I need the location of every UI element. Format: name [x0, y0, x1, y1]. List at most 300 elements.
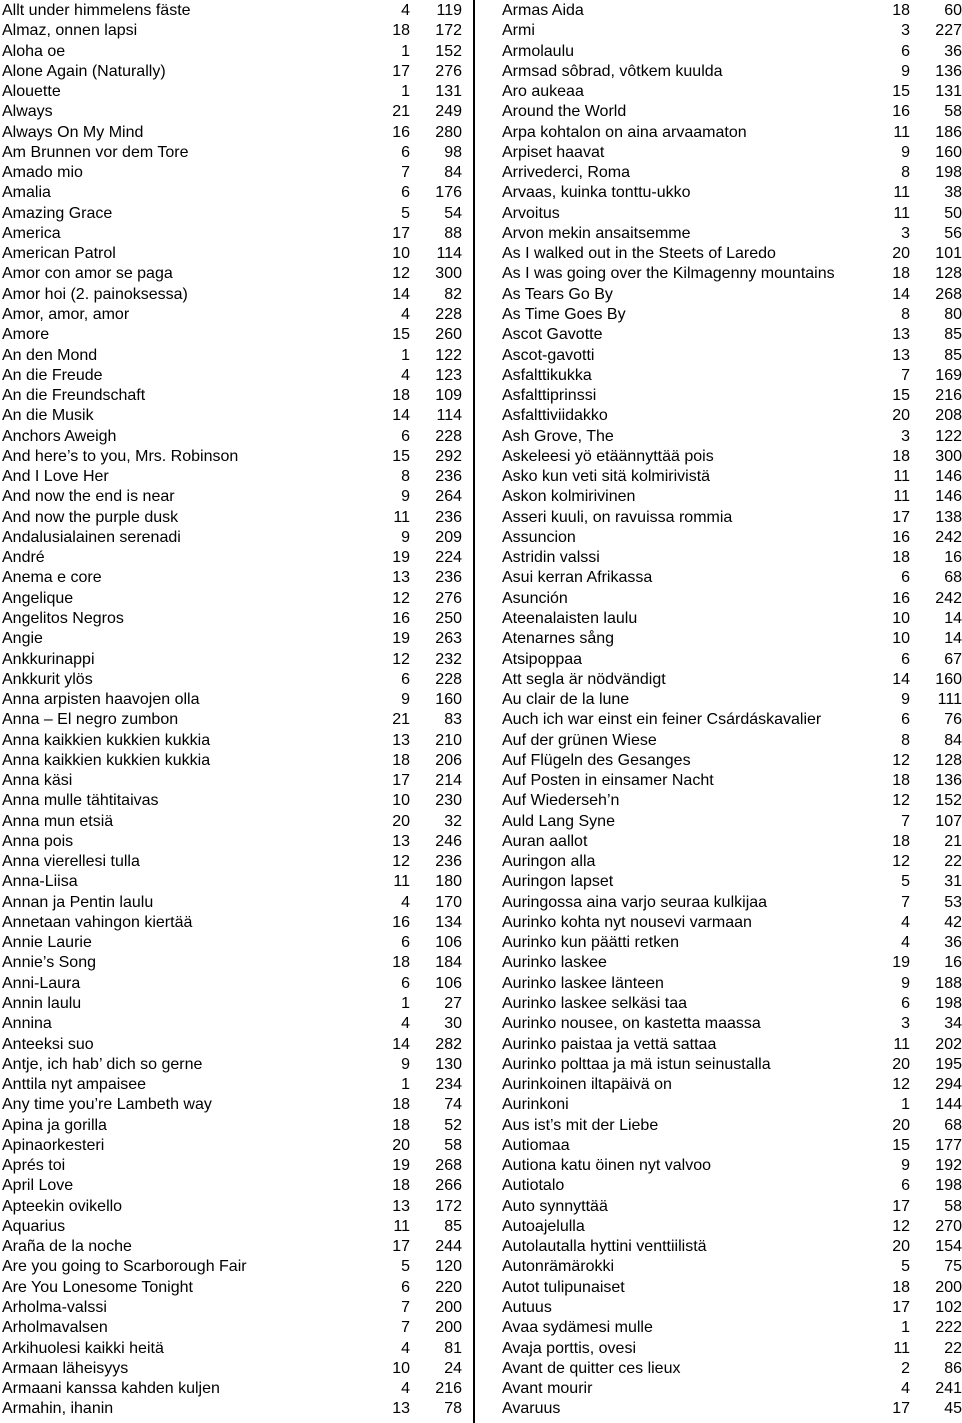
page-number: 83 [444, 711, 462, 729]
index-entry [502, 305, 962, 325]
volume-number: 3 [901, 22, 910, 40]
page-number: 154 [935, 1238, 962, 1256]
page-number: 54 [444, 204, 462, 222]
song-title: Auringon lapset [502, 873, 614, 891]
index-entry [2, 1, 462, 21]
page-number: 200 [435, 1319, 462, 1337]
volume-number: 4 [401, 1015, 410, 1033]
volume-number: 17 [392, 1238, 410, 1256]
song-title: Anna kaikkien kukkien kukkia [2, 731, 211, 749]
page-number: 109 [435, 387, 462, 405]
song-title: Any time you’re Lambeth way [2, 1096, 212, 1114]
volume-number: 1 [401, 83, 410, 101]
volume-number: 4 [401, 893, 410, 911]
page-number: 160 [435, 691, 462, 709]
index-entry [2, 467, 462, 487]
page-number: 58 [944, 103, 962, 121]
index-entry [502, 609, 962, 629]
volume-number: 9 [401, 1055, 410, 1073]
index-column-left [2, 1, 462, 1420]
song-title: Auch ich war einst ein feiner Csárdáskavalier [502, 711, 822, 729]
song-title: Annin laulu [2, 995, 82, 1013]
page-number: 122 [435, 346, 462, 364]
page-number: 292 [435, 447, 462, 465]
page-number: 85 [944, 326, 962, 344]
index-entry [2, 244, 462, 264]
song-title: Anni-Laura [2, 974, 81, 992]
page-number: 56 [944, 224, 962, 242]
song-title: Arvoitus [502, 204, 560, 222]
volume-number: 4 [401, 2, 410, 19]
index-entry [502, 82, 962, 102]
page-number: 27 [444, 995, 462, 1013]
song-title: Armas Aida [502, 2, 584, 19]
page-number: 84 [944, 731, 962, 749]
page-number: 224 [435, 549, 462, 567]
song-title: Ankkurit ylös [2, 670, 93, 688]
song-title: Aurinko laskee länteen [502, 974, 664, 992]
page-number: 67 [944, 650, 962, 668]
song-title: Anna pois [2, 832, 74, 850]
page-number: 242 [935, 589, 962, 607]
page-number: 85 [444, 1217, 462, 1235]
index-entry [2, 264, 462, 284]
song-title: Aurinko polttaa ja mä istun seinustalla [502, 1055, 771, 1073]
volume-number: 17 [892, 1299, 910, 1316]
song-title: Aus ist’s mit der Liebe [502, 1116, 659, 1134]
volume-number: 19 [392, 630, 410, 648]
page-number: 45 [944, 1400, 962, 1418]
page-number: 200 [935, 1278, 962, 1296]
index-entry [502, 467, 962, 487]
page-number: 58 [444, 1136, 462, 1154]
volume-number: 12 [892, 751, 910, 769]
index-entry [502, 650, 962, 670]
volume-number: 14 [392, 407, 410, 425]
song-title: As I was going over the Kilmagenny mountains [502, 265, 835, 283]
page-number: 236 [435, 468, 462, 486]
index-entry [502, 731, 962, 751]
page-number: 106 [435, 974, 462, 992]
volume-number: 12 [392, 853, 410, 871]
song-title: Arholmavalsen [2, 1319, 108, 1337]
volume-number: 15 [892, 387, 910, 405]
page-number: 131 [935, 83, 962, 101]
song-title: Armsad sôbrad, vôtkem kuulda [502, 62, 723, 80]
volume-number: 15 [892, 1136, 910, 1154]
index-entry [502, 710, 962, 730]
song-title: Auf der grünen Wiese [502, 731, 657, 749]
song-title: Asfalttikukka [502, 366, 592, 384]
page-number: 263 [435, 630, 462, 648]
page-number: 294 [935, 1076, 962, 1094]
song-title: Asko kun veti sitä kolmirivistä [502, 468, 711, 486]
song-title: Angelique [2, 589, 74, 607]
song-title: Ankkurinappi [2, 650, 95, 668]
page-number: 195 [935, 1055, 962, 1073]
index-entry [502, 406, 962, 426]
song-title: Anteeksi suo [2, 1035, 94, 1053]
song-title: Aurinko paistaa ja vettä sattaa [502, 1035, 717, 1053]
song-title: Andalusialainen serenadi [2, 528, 181, 546]
volume-number: 19 [892, 954, 910, 972]
volume-number: 6 [901, 569, 910, 587]
index-entry [2, 751, 462, 771]
song-title: Almaz, onnen lapsi [2, 22, 138, 40]
index-entry [2, 1156, 462, 1176]
index-entry [502, 386, 962, 406]
volume-number: 11 [393, 1217, 410, 1235]
volume-number: 5 [401, 1258, 410, 1276]
song-title: Atsipoppaa [502, 650, 583, 668]
volume-number: 2 [901, 1359, 910, 1377]
index-entry [2, 812, 462, 832]
index-entry [502, 953, 962, 973]
page-number: 128 [935, 751, 962, 769]
page-number: 172 [435, 22, 462, 40]
page-number: 111 [937, 691, 962, 709]
page-number: 21 [944, 832, 962, 850]
volume-number: 8 [901, 305, 910, 323]
page-number: 152 [935, 792, 962, 810]
page-number: 177 [935, 1136, 962, 1154]
song-title: America [2, 224, 61, 242]
index-entry [502, 974, 962, 994]
volume-number: 11 [893, 204, 910, 222]
volume-number: 20 [892, 1116, 910, 1134]
index-entry [502, 508, 962, 528]
index-entry [502, 1237, 962, 1257]
page-number: 50 [944, 204, 962, 222]
index-entry [502, 487, 962, 507]
song-title: Auf Wiederseh’n [502, 792, 620, 810]
song-title: Au clair de la lune [502, 691, 630, 709]
volume-number: 13 [392, 1197, 410, 1215]
index-entry [502, 1156, 962, 1176]
page-number: 198 [935, 164, 962, 182]
volume-number: 20 [892, 1055, 910, 1073]
song-title: Asui kerran Afrikassa [502, 569, 653, 587]
song-title: Anna-Liisa [2, 873, 78, 891]
index-entry [2, 609, 462, 629]
page-number: 206 [435, 751, 462, 769]
song-title: Aurinkoni [502, 1096, 569, 1114]
volume-number: 18 [892, 265, 910, 283]
index-entry [2, 710, 462, 730]
index-entry [2, 62, 462, 82]
page-number: 282 [435, 1035, 462, 1053]
song-title: Anema e core [2, 569, 102, 587]
index-entry [502, 670, 962, 690]
volume-number: 19 [392, 1157, 410, 1175]
volume-number: 12 [892, 792, 910, 810]
index-entry [502, 751, 962, 771]
index-entry [502, 771, 962, 791]
volume-number: 16 [892, 103, 910, 121]
page-number: 86 [944, 1359, 962, 1377]
volume-number: 18 [392, 1096, 410, 1114]
song-title: Armaani kanssa kahden kuljen [2, 1380, 220, 1398]
index-entry [502, 528, 962, 548]
page-number: 75 [944, 1258, 962, 1276]
page-number: 122 [935, 427, 962, 445]
index-entry [502, 1035, 962, 1055]
volume-number: 14 [392, 1035, 410, 1053]
volume-number: 18 [892, 447, 910, 465]
page-number: 58 [944, 1197, 962, 1215]
page-number: 184 [435, 954, 462, 972]
song-title: Amor, amor, amor [2, 305, 130, 323]
song-title: Am Brunnen vor dem Tore [2, 143, 189, 161]
page-number: 192 [935, 1157, 962, 1175]
index-entry [2, 224, 462, 244]
index-entry [2, 1197, 462, 1217]
volume-number: 10 [392, 1359, 410, 1377]
volume-number: 1 [401, 346, 410, 364]
volume-number: 14 [892, 670, 910, 688]
index-entry [502, 1359, 962, 1379]
song-title: Anna vierellesi tulla [2, 853, 140, 871]
page-number: 52 [444, 1116, 462, 1134]
volume-number: 15 [892, 83, 910, 101]
song-title: Autoajelulla [502, 1217, 585, 1235]
volume-number: 18 [392, 22, 410, 40]
index-entry [2, 933, 462, 953]
index-entry [502, 447, 962, 467]
volume-number: 18 [392, 1116, 410, 1134]
song-title: Amor hoi (2. painoksessa) [2, 285, 188, 303]
song-title: Aurinko nousee, on kastetta maassa [502, 1015, 761, 1033]
volume-number: 12 [392, 589, 410, 607]
volume-number: 4 [401, 305, 410, 323]
page-number: 160 [935, 670, 962, 688]
volume-number: 3 [901, 224, 910, 242]
index-entry [502, 204, 962, 224]
song-title: Anna mun etsiä [2, 812, 114, 830]
song-title: Armi [502, 22, 535, 40]
song-title: Anna – El negro zumbon [2, 711, 179, 729]
volume-number: 16 [392, 123, 410, 141]
page-number: 32 [444, 812, 462, 830]
index-entry [2, 872, 462, 892]
song-title: Asunción [502, 589, 568, 607]
page-number: 241 [935, 1380, 962, 1398]
index-entry [2, 508, 462, 528]
song-title: Att segla är nödvändigt [502, 670, 666, 688]
song-title: Annie’s Song [2, 954, 96, 972]
volume-number: 11 [893, 1339, 910, 1357]
song-title: Anna mulle tähtitaivas [2, 792, 159, 810]
song-title: Avant de quitter ces lieux [502, 1359, 681, 1377]
index-entry [2, 346, 462, 366]
song-title: Ascot-gavotti [502, 346, 595, 364]
song-title: Autot tulipunaiset [502, 1278, 625, 1296]
song-title: And now the end is near [2, 488, 175, 506]
volume-number: 12 [392, 265, 410, 283]
song-title: And I Love Her [2, 468, 109, 486]
index-entry [2, 1399, 462, 1419]
page-number: 198 [935, 1177, 962, 1195]
volume-number: 9 [901, 62, 910, 80]
page-number: 242 [935, 528, 962, 546]
volume-number: 10 [392, 792, 410, 810]
volume-number: 9 [901, 691, 910, 709]
volume-number: 7 [401, 1319, 410, 1337]
page-number: 250 [435, 609, 462, 627]
index-entry [502, 1197, 962, 1217]
song-title: An die Freundschaft [2, 387, 146, 405]
song-title: Amazing Grace [2, 204, 113, 222]
index-entry [2, 21, 462, 41]
page-number: 169 [935, 366, 962, 384]
volume-number: 19 [392, 549, 410, 567]
index-entry [502, 325, 962, 345]
song-title: And now the purple dusk [2, 508, 179, 526]
page-number: 138 [935, 508, 962, 526]
page-number: 74 [444, 1096, 462, 1114]
volume-number: 10 [892, 609, 910, 627]
index-entry [502, 264, 962, 284]
page-number: 216 [935, 387, 962, 405]
page-number: 80 [944, 305, 962, 323]
page-number: 30 [444, 1015, 462, 1033]
volume-number: 4 [401, 1380, 410, 1398]
index-entry [2, 1217, 462, 1237]
song-title: Angie [2, 630, 43, 648]
index-entry [502, 1075, 962, 1095]
song-title: Amore [2, 326, 50, 344]
page-number: 31 [944, 873, 962, 891]
page-number: 276 [435, 62, 462, 80]
index-entry [2, 731, 462, 751]
page-number: 22 [944, 853, 962, 871]
volume-number: 18 [392, 954, 410, 972]
song-title: Alone Again (Naturally) [2, 62, 166, 80]
volume-number: 18 [892, 772, 910, 790]
page-number: 101 [935, 245, 962, 263]
volume-number: 16 [892, 528, 910, 546]
song-title: Armahin, ihanin [2, 1400, 114, 1418]
volume-number: 15 [392, 447, 410, 465]
index-entry [2, 102, 462, 122]
page-number: 172 [435, 1197, 462, 1215]
song-title: Autonrämärokki [502, 1258, 615, 1276]
volume-number: 9 [901, 1157, 910, 1175]
index-entry [2, 568, 462, 588]
index-entry [502, 1, 962, 21]
song-title: Allt under himmelens fäste [2, 2, 191, 19]
song-title: Avaa sydämesi mulle [502, 1319, 653, 1337]
page-number: 16 [944, 549, 962, 567]
volume-number: 10 [392, 245, 410, 263]
page-number: 14 [944, 630, 962, 648]
volume-number: 6 [401, 143, 410, 161]
index-entry [2, 1035, 462, 1055]
index-entry [2, 204, 462, 224]
song-title: Aloha oe [2, 42, 66, 60]
index-entry [502, 1217, 962, 1237]
volume-number: 11 [893, 1035, 910, 1053]
volume-number: 13 [892, 346, 910, 364]
index-entry [502, 163, 962, 183]
index-entry [502, 366, 962, 386]
page-number: 82 [444, 285, 462, 303]
index-entry [2, 1014, 462, 1034]
index-entry [502, 893, 962, 913]
song-title: Anttila nyt ampaisee [2, 1076, 147, 1094]
page-number: 14 [944, 609, 962, 627]
index-entry [2, 690, 462, 710]
song-title: Autiona katu öinen nyt valvoo [502, 1157, 712, 1175]
index-entry [502, 629, 962, 649]
volume-number: 15 [392, 326, 410, 344]
song-title: Auran aallot [502, 832, 588, 850]
page-number: 232 [435, 650, 462, 668]
page-number: 202 [935, 1035, 962, 1053]
page-number: 120 [435, 1258, 462, 1276]
song-title: An den Mond [2, 346, 98, 364]
page-number: 300 [435, 265, 462, 283]
song-title: An die Musik [2, 407, 94, 425]
index-entry [502, 791, 962, 811]
song-title: Are you going to Scarborough Fair [2, 1258, 247, 1276]
page-number: 268 [435, 1157, 462, 1175]
index-entry [2, 1359, 462, 1379]
page-number: 16 [944, 954, 962, 972]
volume-number: 1 [401, 1076, 410, 1094]
song-title: Annetaan vahingon kiertää [2, 913, 193, 931]
volume-number: 14 [392, 285, 410, 303]
index-entry [2, 670, 462, 690]
song-title: Auringossa aina varjo seuraa kulkijaa [502, 893, 768, 911]
volume-number: 7 [901, 812, 910, 830]
index-entry [2, 366, 462, 386]
page-number: 228 [435, 427, 462, 445]
volume-number: 20 [392, 1136, 410, 1154]
volume-number: 18 [892, 832, 910, 850]
volume-number: 12 [892, 1217, 910, 1235]
page-number: 227 [935, 22, 962, 40]
volume-number: 7 [401, 164, 410, 182]
song-title: As I walked out in the Steets of Laredo [502, 245, 776, 263]
volume-number: 4 [401, 366, 410, 384]
page-number: 228 [435, 305, 462, 323]
song-title: Assuncion [502, 528, 576, 546]
page-number: 210 [435, 731, 462, 749]
volume-number: 7 [901, 366, 910, 384]
volume-number: 4 [901, 1380, 910, 1398]
page-number: 246 [435, 832, 462, 850]
volume-number: 10 [892, 630, 910, 648]
volume-number: 13 [392, 832, 410, 850]
index-entry [502, 812, 962, 832]
song-title: As Time Goes By [502, 305, 626, 323]
volume-number: 9 [901, 974, 910, 992]
page-number: 24 [444, 1359, 462, 1377]
volume-number: 21 [392, 103, 410, 121]
page-number: 76 [944, 711, 962, 729]
volume-number: 17 [892, 1400, 910, 1418]
song-title: Aprés toi [2, 1157, 66, 1175]
volume-number: 11 [893, 184, 910, 202]
song-title: Autiomaa [502, 1136, 570, 1154]
song-title: American Patrol [2, 245, 116, 263]
song-title: Anna arpisten haavojen olla [2, 691, 200, 709]
page-number: 280 [435, 123, 462, 141]
volume-number: 11 [393, 873, 410, 891]
index-entry [2, 1116, 462, 1136]
index-entry [502, 913, 962, 933]
